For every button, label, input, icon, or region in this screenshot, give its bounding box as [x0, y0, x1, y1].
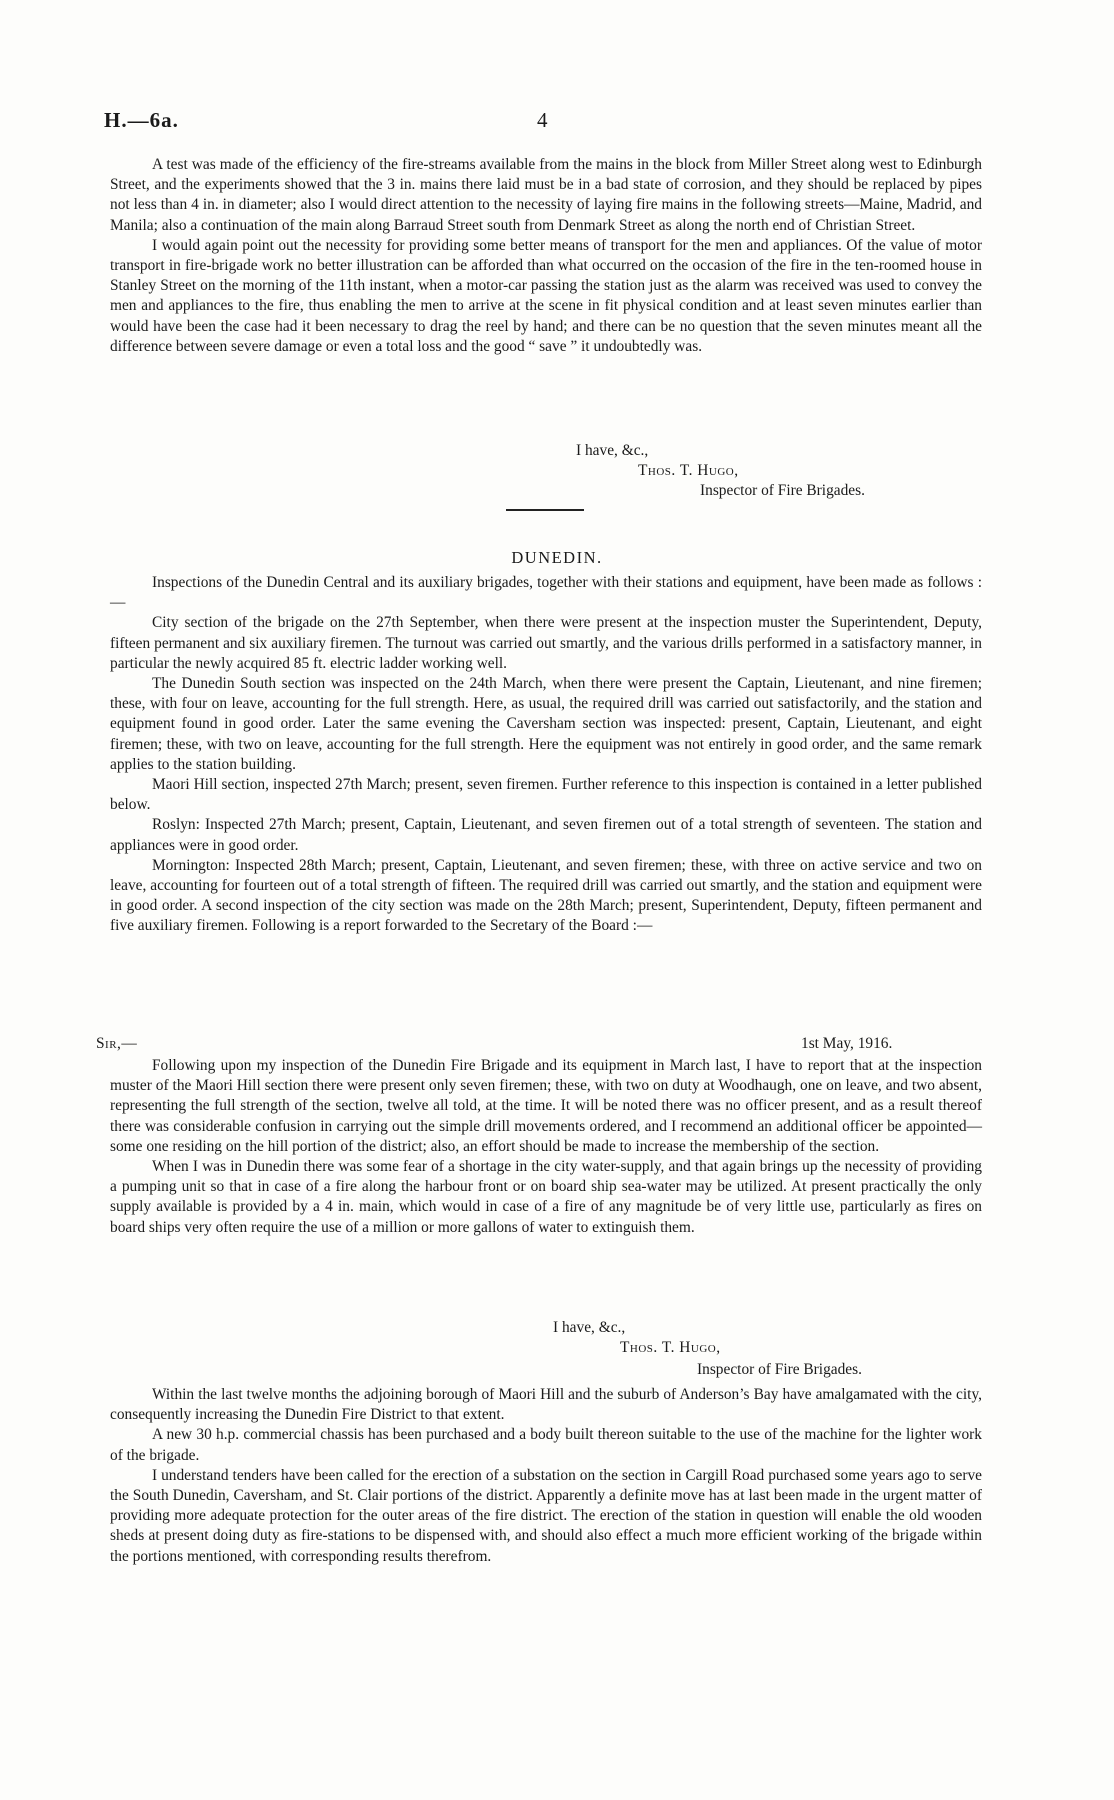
- fire-mains-section: [110, 155, 982, 357]
- signature-title: Inspector of Fire Brigades.: [700, 482, 865, 499]
- dunedin-section: [110, 573, 982, 937]
- letter-date: 1st May, 1916.: [801, 1035, 893, 1052]
- paragraph-maori-hill: Maori Hill section, inspected 27th March; present, seven firemen. Further reference to this inspection is contained in a letter published below.: [110, 776, 982, 814]
- section-heading-dunedin: DUNEDIN.: [511, 548, 603, 567]
- closing-line: I have, &c.,: [576, 442, 649, 459]
- page-code: H.—6a.: [104, 108, 179, 132]
- paragraph-dunedin-south: The Dunedin South section was inspected on the 24th March, when there were present the Captain, Lieutenant, and nine firemen; these, with four on leave, accounting for the full strength. Here, as usual, the required drill was carried out satisfactorily, and the station and equipment found in good order. Later the same evening the Caversham section was inspected: present, Captain, Lieutenant, and eight firemen; these, with two on leave, accounting for the full strength. Here the equipment was not entirely in good order, and the same remark applies to the station building.: [110, 675, 982, 773]
- paragraph-motor-transport: I would again point out the necessity for providing some better means of transport for the men and appliances. Of the value of motor transport in fire-brigade work no better illustration can be afforded than what occurred on the occasion of the fire in the ten-roomed house in Stanley Street on the morning of the 11th instant, when a motor-car passing the station just as the alarm was received was used to convey the men and appliances to the fire, thus enabling the men to arrive at the scene in fit physical condition and at least seven minutes earlier than would have been the case had it been necessary to drag the reel by hand; and there can be no question that the seven minutes meant all the difference between severe damage or even a total loss and the good “ save ” it undoubtedly was.: [110, 236, 982, 355]
- paragraph-roslyn: Roslyn: Inspected 27th March; present, Captain, Lieutenant, and seven firemen out of a total strength of seventeen. The station and appliances were in good order.: [110, 816, 982, 854]
- page-header: [104, 108, 984, 138]
- letter-closing-line: I have, &c.,: [553, 1319, 626, 1336]
- letter-salutation: Sir,—: [96, 1035, 138, 1052]
- final-section: [110, 1385, 982, 1567]
- section-divider: [506, 509, 584, 511]
- page-number: 4: [537, 108, 548, 132]
- paragraph-fire-streams: A test was made of the efficiency of the fire-streams available from the mains in the block from Miller Street along west to Edinburgh Street, and the experiments showed that the 3 in. mains there laid must be in a bad state of corrosion, and they should be replaced by pipes not less than 4 in. in diameter; also I would direct attention to the necessity of laying fire mains in the following streets—Maine, Madrid, and Manila; also a continuation of the main along Barraud Street south from Denmark Street as along the north end of Christian Street.: [110, 156, 982, 234]
- letter-signature-title: Inspector of Fire Brigades.: [697, 1361, 862, 1378]
- letter-header: [96, 1035, 936, 1057]
- paragraph-inspections-intro: Inspections of the Dunedin Central and its auxiliary brigades, together with their stations and equipment, have been made as follows :—: [110, 574, 982, 612]
- paragraph-letter-inspection: Following upon my inspection of the Dunedin Fire Brigade and its equipment in March last, I have to report that at the inspection muster of the Maori Hill section there were present only seven firemen; these, with two on duty at Woodhaugh, one on leave, and two absent, representing the full strength of the section, twelve all told, at the time. It will be noted there was no officer present, and as a result thereof there was considerable confusion in carrying out the simple drill movements ordered, and I recommend an additional officer be appointed—some one residing on the hill portion of the district; also, an effort should be made to increase the membership of the section.: [110, 1057, 982, 1155]
- paragraph-substation: I understand tenders have been called for the erection of a substation on the section in Cargill Road purchased some years ago to serve the South Dunedin, Caversham, and St. Clair portions of the district. Apparently a definite move has at last been made in the urgent matter of providing more adequate protection for the outer areas of the fire district. The erection of the station in question will enable the old wooden sheds at present doing duty as fire-stations to be dispensed with, and should also effect a much more efficient working of the brigade within the portions mentioned, with corresponding results therefrom.: [110, 1466, 982, 1565]
- paragraph-city-section: City section of the brigade on the 27th September, when there were present at the inspection muster the Superintendent, Deputy, fifteen permanent and six auxiliary firemen. The turnout was carried out smartly, and the various drills performed in a satisfactory manner, in particular the newly acquired 85 ft. electric ladder working well.: [110, 614, 982, 672]
- paragraph-letter-water-supply: When I was in Dunedin there was some fear of a shortage in the city water-supply, and that again brings up the necessity of providing a pumping unit so that in case of a fire along the harbour front or on board ship sea-water may be utilized. At present practically the only supply available is provided by a 4 in. main, which would in case of a fire of any magnitude be of very little use, particularly as fires on board ships very often require the use of a million or more gallons of water to extinguish them.: [110, 1158, 982, 1236]
- letter-signature-name: Thos. T. Hugo,: [620, 1339, 721, 1356]
- paragraph-mornington: Mornington: Inspected 28th March; present, Captain, Lieutenant, and seven firemen; these, with three on active service and two on leave, accounting for fourteen out of a total strength of fifteen. The required drill was carried out smartly, and the station and equipment were in good order. A second inspection of the city section was made on the 28th March; present, Superintendent, Deputy, fifteen permanent and five auxiliary firemen. Following is a report forwarded to the Secretary of the Board :—: [110, 856, 982, 935]
- signature-name: Thos. T. Hugo,: [638, 462, 739, 479]
- paragraph-new-chassis: A new 30 h.p. commercial chassis has been purchased and a body built thereon suitable to the use of the machine for the lighter work of the brigade.: [110, 1426, 982, 1464]
- paragraph-amalgamation: Within the last twelve months the adjoining borough of Maori Hill and the suburb of Anderson’s Bay have amalgamated with the city, consequently increasing the Dunedin Fire District to that extent.: [110, 1386, 982, 1424]
- letter-body: [110, 1056, 982, 1238]
